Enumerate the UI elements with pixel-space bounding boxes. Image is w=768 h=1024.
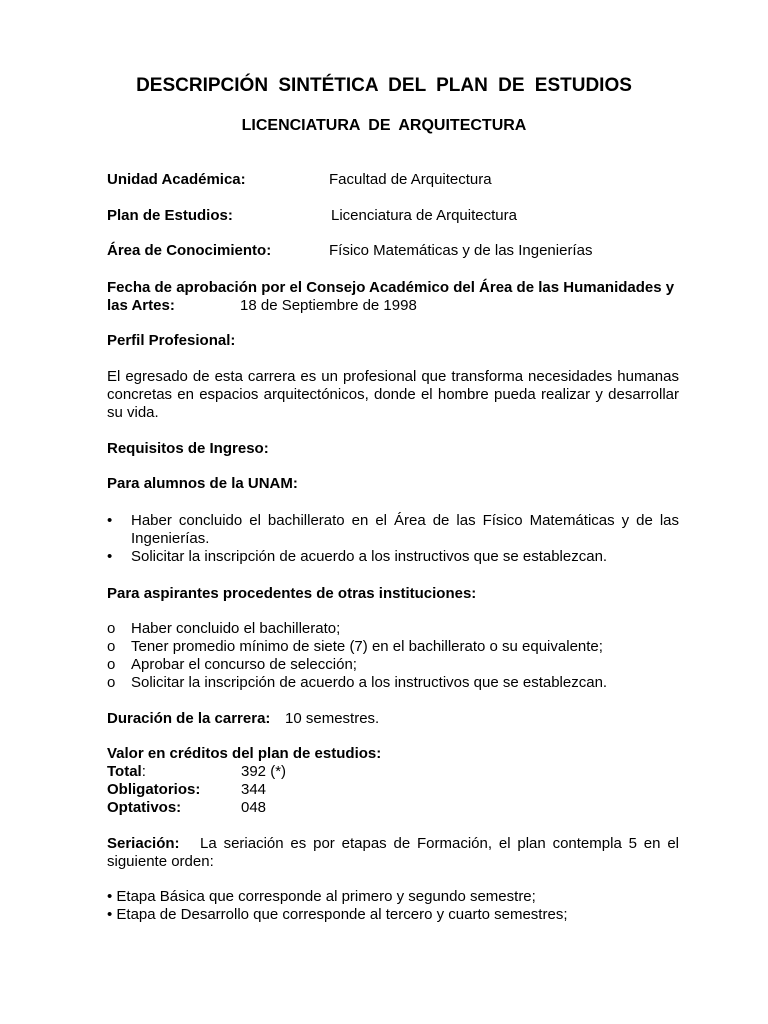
total-value: 392 (*) [241, 763, 287, 780]
seriacion-label: Seriación: [107, 835, 180, 852]
area-label: Área de Conocimiento: [107, 242, 272, 259]
unam-item-text: Haber concluido el bachillerato en el Área de las Físico Matemáticas y de las Ingenierías. [131, 512, 679, 547]
fecha-block [107, 279, 679, 315]
document-subtitle: LICENCIATURA DE ARQUITECTURA [241, 117, 527, 134]
creditos-heading: Valor en créditos del plan de estudios: [107, 745, 382, 762]
creditos-optativos-row [107, 799, 679, 817]
requisitos-heading: Requisitos de Ingreso: [107, 440, 269, 457]
plan-value: Licenciatura de Arquitectura [331, 207, 517, 224]
fecha-label-line2: las Artes: [107, 297, 175, 314]
seriacion-text: La seriación es por etapas de Formación, el plan contempla 5 en el siguiente orden: [107, 835, 679, 870]
seriacion-item-text: • Etapa Básica que corresponde al primero y segundo semestre; [107, 888, 536, 905]
list-item [107, 888, 679, 906]
bullet-circle-icon: o [107, 656, 116, 673]
area-row [107, 242, 679, 260]
unidad-value: Facultad de Arquitectura [329, 171, 492, 188]
bullet-circle-icon: o [107, 638, 116, 655]
optativos-value: 048 [241, 799, 267, 816]
otras-heading: Para aspirantes procedentes de otras instituciones: [107, 585, 477, 602]
duracion-row [107, 710, 679, 728]
unam-heading: Para alumnos de la UNAM: [107, 475, 298, 492]
bullet-dot-icon: • [107, 548, 113, 565]
bullet-circle-icon: o [107, 620, 116, 637]
seriacion-paragraph [107, 835, 679, 871]
unidad-row [107, 171, 679, 189]
plan-label: Plan de Estudios: [107, 207, 233, 224]
list-item [107, 906, 679, 924]
creditos-total-row [107, 763, 679, 781]
perfil-heading: Perfil Profesional: [107, 332, 236, 349]
seriacion-item-text: • Etapa de Desarrollo que corresponde al tercero y cuarto semestres; [107, 906, 568, 923]
duracion-label: Duración de la carrera: [107, 710, 271, 727]
optativos-label: Optativos: [107, 799, 182, 816]
obligatorios-value: 344 [241, 781, 267, 798]
plan-row [107, 207, 679, 225]
fecha-label-line1: Fecha de aprobación por el Consejo Académico del Área de las Humanidades y [107, 279, 675, 296]
otras-item-text: Haber concluido el bachillerato; [131, 620, 341, 637]
unidad-label: Unidad Académica: [107, 171, 246, 188]
duracion-value: 10 semestres. [285, 710, 380, 727]
otras-item-text: Aprobar el concurso de selección; [131, 656, 357, 673]
creditos-obligatorios-row [107, 781, 679, 799]
bullet-dot-icon: • [107, 512, 113, 529]
area-value: Físico Matemáticas y de las Ingenierías [329, 242, 593, 259]
bullet-circle-icon: o [107, 674, 116, 691]
otras-item-text: Solicitar la inscripción de acuerdo a los instructivos que se establezcan. [131, 674, 608, 691]
obligatorios-label: Obligatorios: [107, 781, 201, 798]
unam-item-text: Solicitar la inscripción de acuerdo a los instructivos que se establezcan. [131, 548, 608, 565]
document-title: DESCRIPCIÓN SINTÉTICA DEL PLAN DE ESTUDIOS [136, 75, 632, 96]
total-label: Total [107, 763, 142, 780]
total-colon: : [141, 763, 146, 780]
perfil-text: El egresado de esta carrera es un profesional que transforma necesidades humanas concretas en espacios arquitectónicos, donde el hombre pueda realizar y desarrollar su vida. [107, 368, 679, 421]
fecha-value: 18 de Septiembre de 1998 [240, 297, 417, 314]
otras-item-text: Tener promedio mínimo de siete (7) en el bachillerato o su equivalente; [131, 638, 603, 655]
